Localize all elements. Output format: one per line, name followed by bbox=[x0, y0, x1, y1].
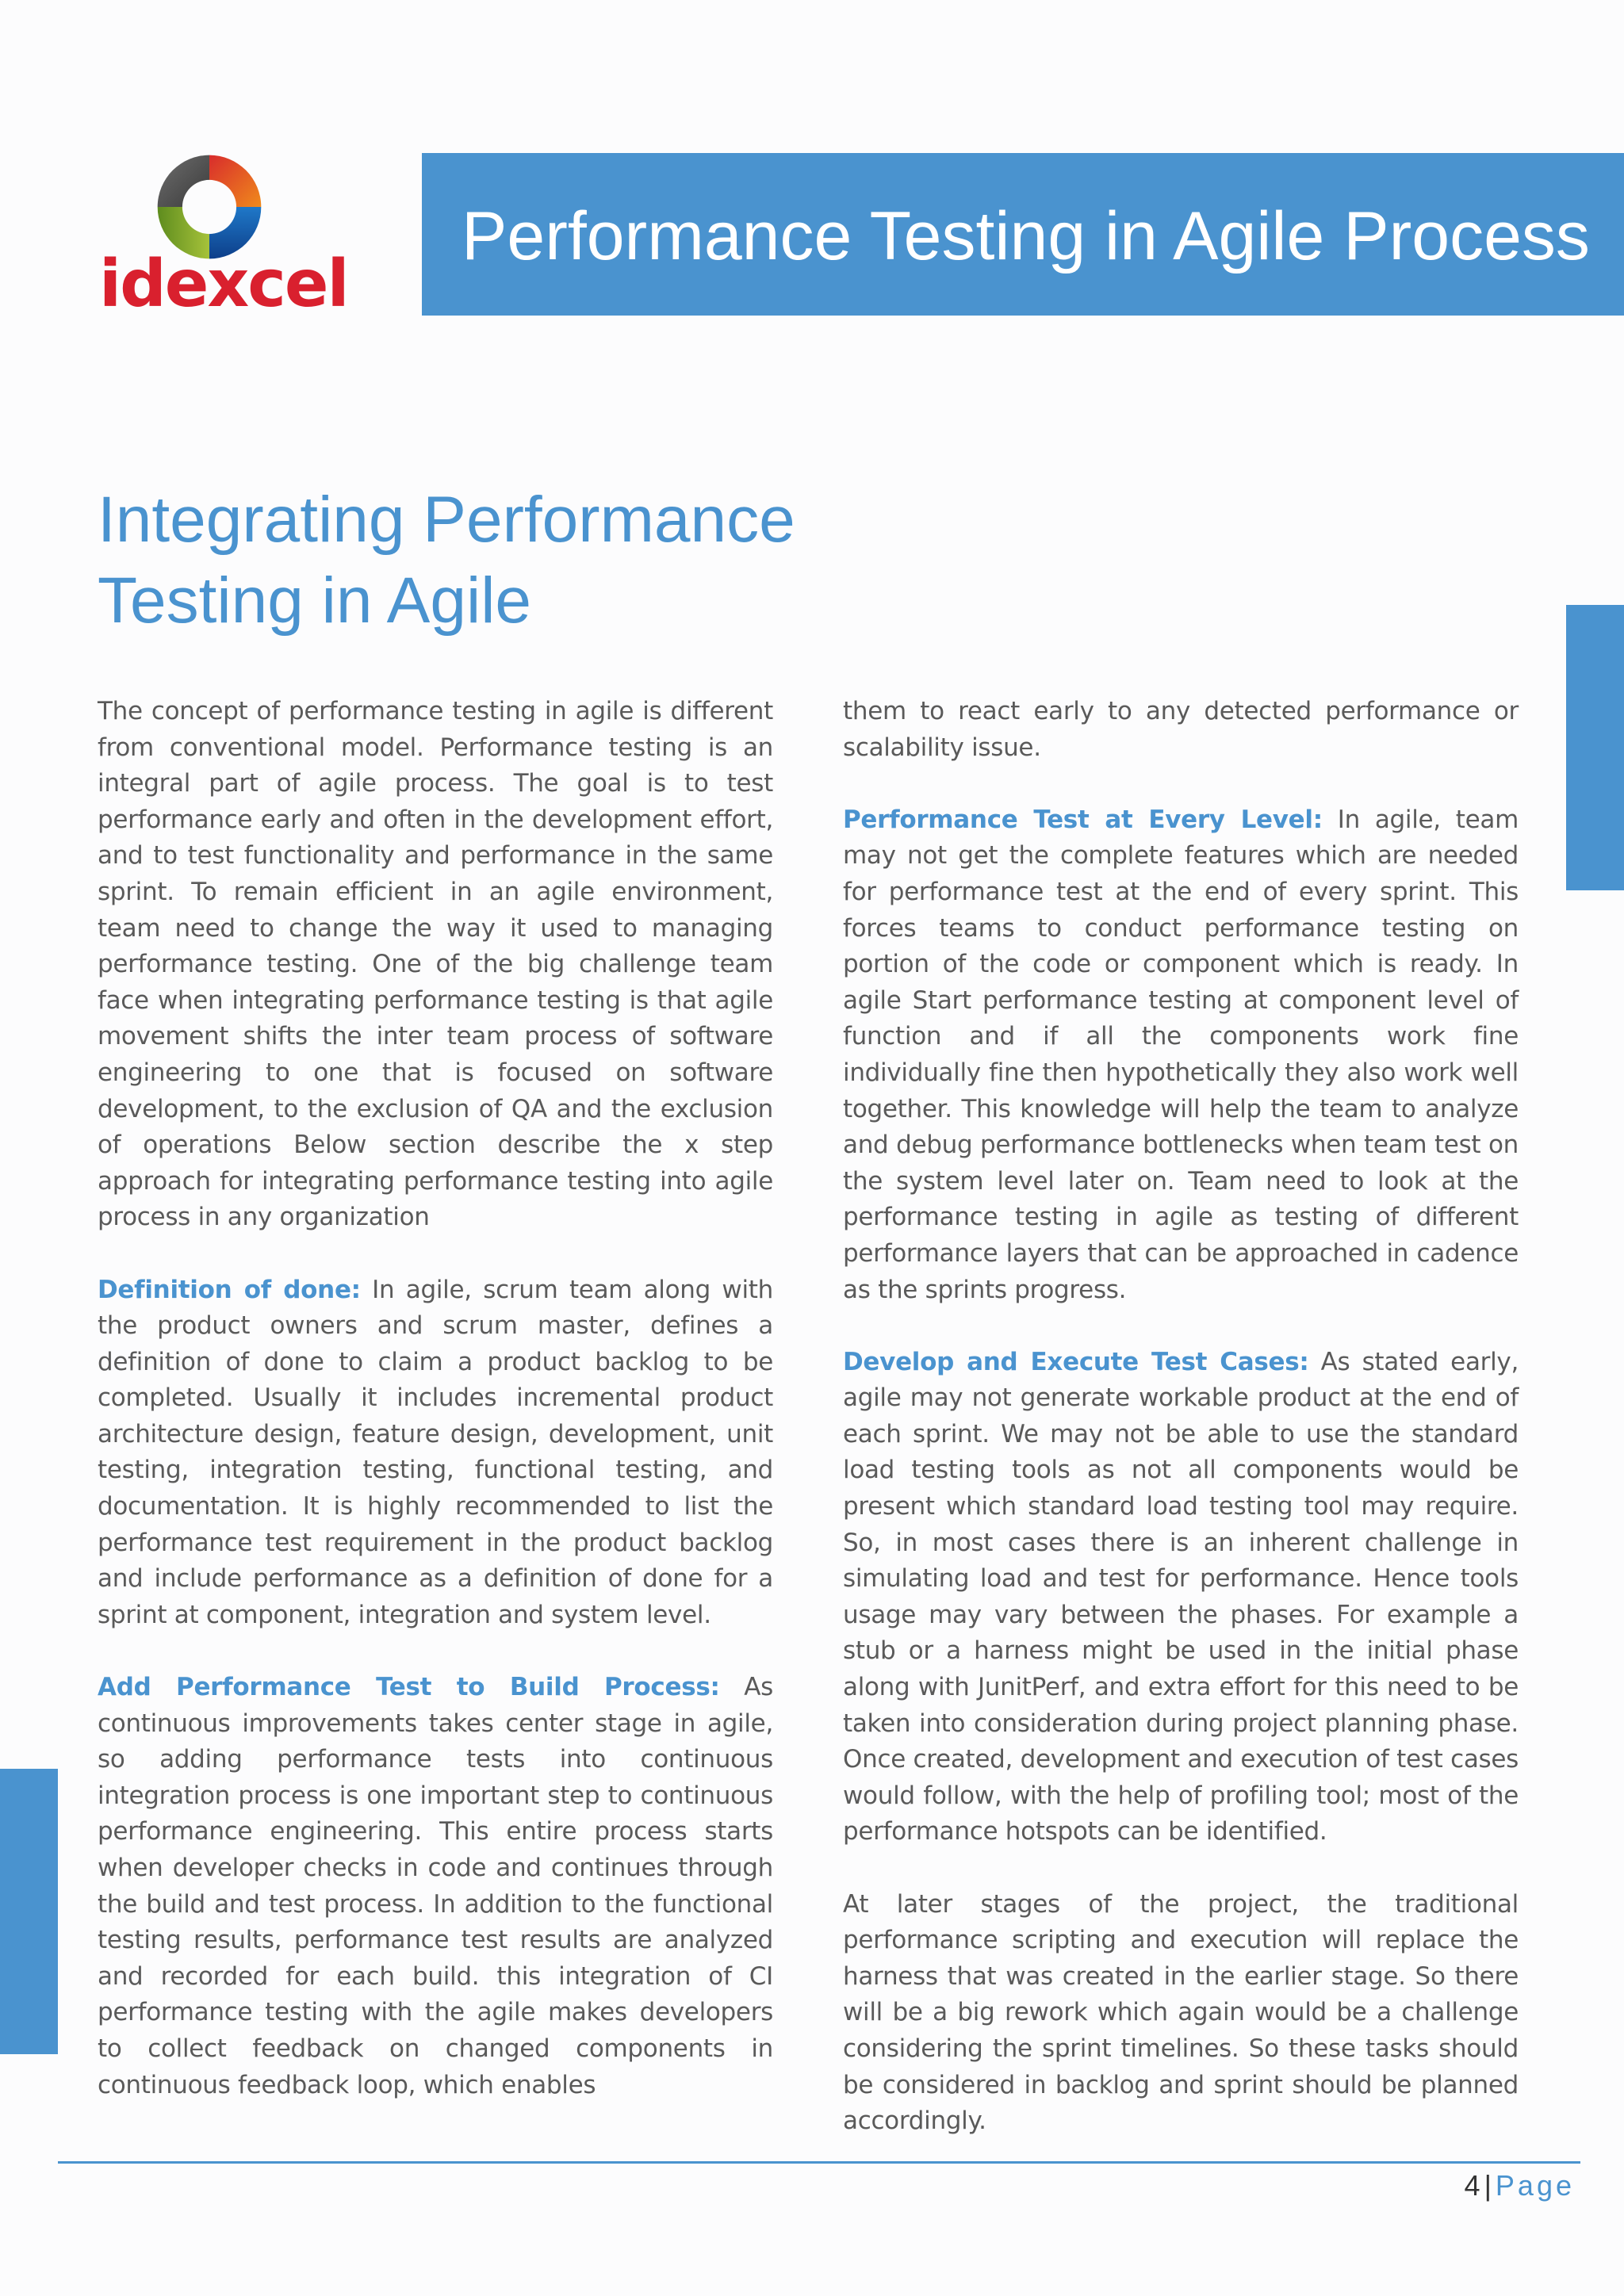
continuation-paragraph: them to react early to any detected performance or scalability issue. bbox=[843, 697, 1519, 762]
company-logo bbox=[99, 151, 348, 325]
page-number-value: 4 bbox=[1464, 2169, 1481, 2202]
right-column bbox=[843, 694, 1519, 2175]
build-process-heading: Add Performance Test to Build Process: bbox=[98, 1673, 720, 1702]
decorative-bar-left bbox=[0, 1769, 58, 2054]
build-process-text: As continuous improvements takes center stage in agile, so adding performance tests into continuous integration process is one important step to continuous performance engineering. This entire process starts when developer checks in code and continues through the build and test process. In addition to the functional testing results, performance test results are analyzed and recorded for each build. this integration of CI performance testing with the agile makes developers to collect feedback on changed components in continuous feedback loop, which enables bbox=[98, 1673, 773, 2099]
every-level-text: In agile, team may not get the complete features which are needed for performance test at the end of every sprint. This forces teams to conduct performance testing on portion of the code or component which is ready. In agile Start performance testing at component level of function and if all the components work fine individually fine then hypothetically they also work well together. This knowledge will help the team to analyze and debug performance bottlenecks when team test on the system level later on. Team need to look at the performance testing in agile as testing of different performance layers that can be approached in cadence as the sprints progress. bbox=[843, 805, 1519, 1304]
banner-title: Performance Testing in Agile Process bbox=[462, 198, 1590, 274]
build-process-paragraph bbox=[98, 1670, 773, 2103]
test-cases-paragraph bbox=[843, 1345, 1519, 1850]
page-label: Page bbox=[1495, 2169, 1575, 2202]
section-title: Integrating Performance Testing in Agile bbox=[98, 484, 795, 637]
definition-text: In agile, scrum team along with the product owners and scrum master, defines a definition of done to claim a product backlog to be completed. Usually it includes incremental product architecture design, feature design, development, unit testing, integration testing, functional testing, and documentation. It is highly recommended to list the performance test requirement in the product backlog and include performance as a definition of done for a sprint at component, integration and system level. bbox=[98, 1275, 773, 1629]
every-level-heading: Performance Test at Every Level: bbox=[843, 805, 1323, 834]
test-cases-text: As stated early, agile may not generate workable product at the end of each sprint. We may not be able to use the standard load testing tools as not all components would be present which standard load testing tool may require. So, in most cases there is an inherent challenge in simulating load and test for performance. Hence tools usage may vary between the phases. For example a stub or a harness might be used in the initial phase along with JunitPerf, and extra effort for this need to be taken into consideration during project planning phase. Once created, development and execution of test cases would follow, with the help of profiling tool; most of the performance hotspots can be identified. bbox=[843, 1347, 1519, 1846]
left-column bbox=[98, 694, 773, 2140]
logo-wordmark: idexcel bbox=[99, 247, 348, 322]
every-level-paragraph bbox=[843, 802, 1519, 1308]
decorative-bar-right bbox=[1566, 605, 1624, 890]
page-separator: | bbox=[1484, 2169, 1492, 2202]
intro-paragraph: The concept of performance testing in agile is different from conventional model. Performance testing is an integral part of agile process. The goal is to test performance early and often in the development effort, and to test functionality and performance in the same sprint. To remain efficient in an agile environment, team need to change the way it used to managing performance testing. One of the big challenge team face when integrating performance testing is that agile movement shifts the inter team process of software engineering to one that is focused on software development, to the exclusion of QA and the exclusion of operations Below section describe the x step approach for integrating performance testing into agile process in any organization bbox=[98, 697, 773, 1232]
later-stages-paragraph: At later stages of the project, the traditional performance scripting and execution will replace the harness that was created in the earlier stage. So there will be a big rework which again would be a challenge considering the sprint timelines. So these tasks should be considered in backlog and sprint should be planned accordingly. bbox=[843, 1889, 1519, 2136]
definition-paragraph bbox=[98, 1272, 773, 1634]
footer-divider bbox=[58, 2161, 1580, 2164]
page-number bbox=[1465, 2169, 1575, 2202]
definition-heading: Definition of done: bbox=[98, 1275, 361, 1304]
title-banner bbox=[422, 153, 1624, 316]
test-cases-heading: Develop and Execute Test Cases: bbox=[843, 1347, 1309, 1376]
